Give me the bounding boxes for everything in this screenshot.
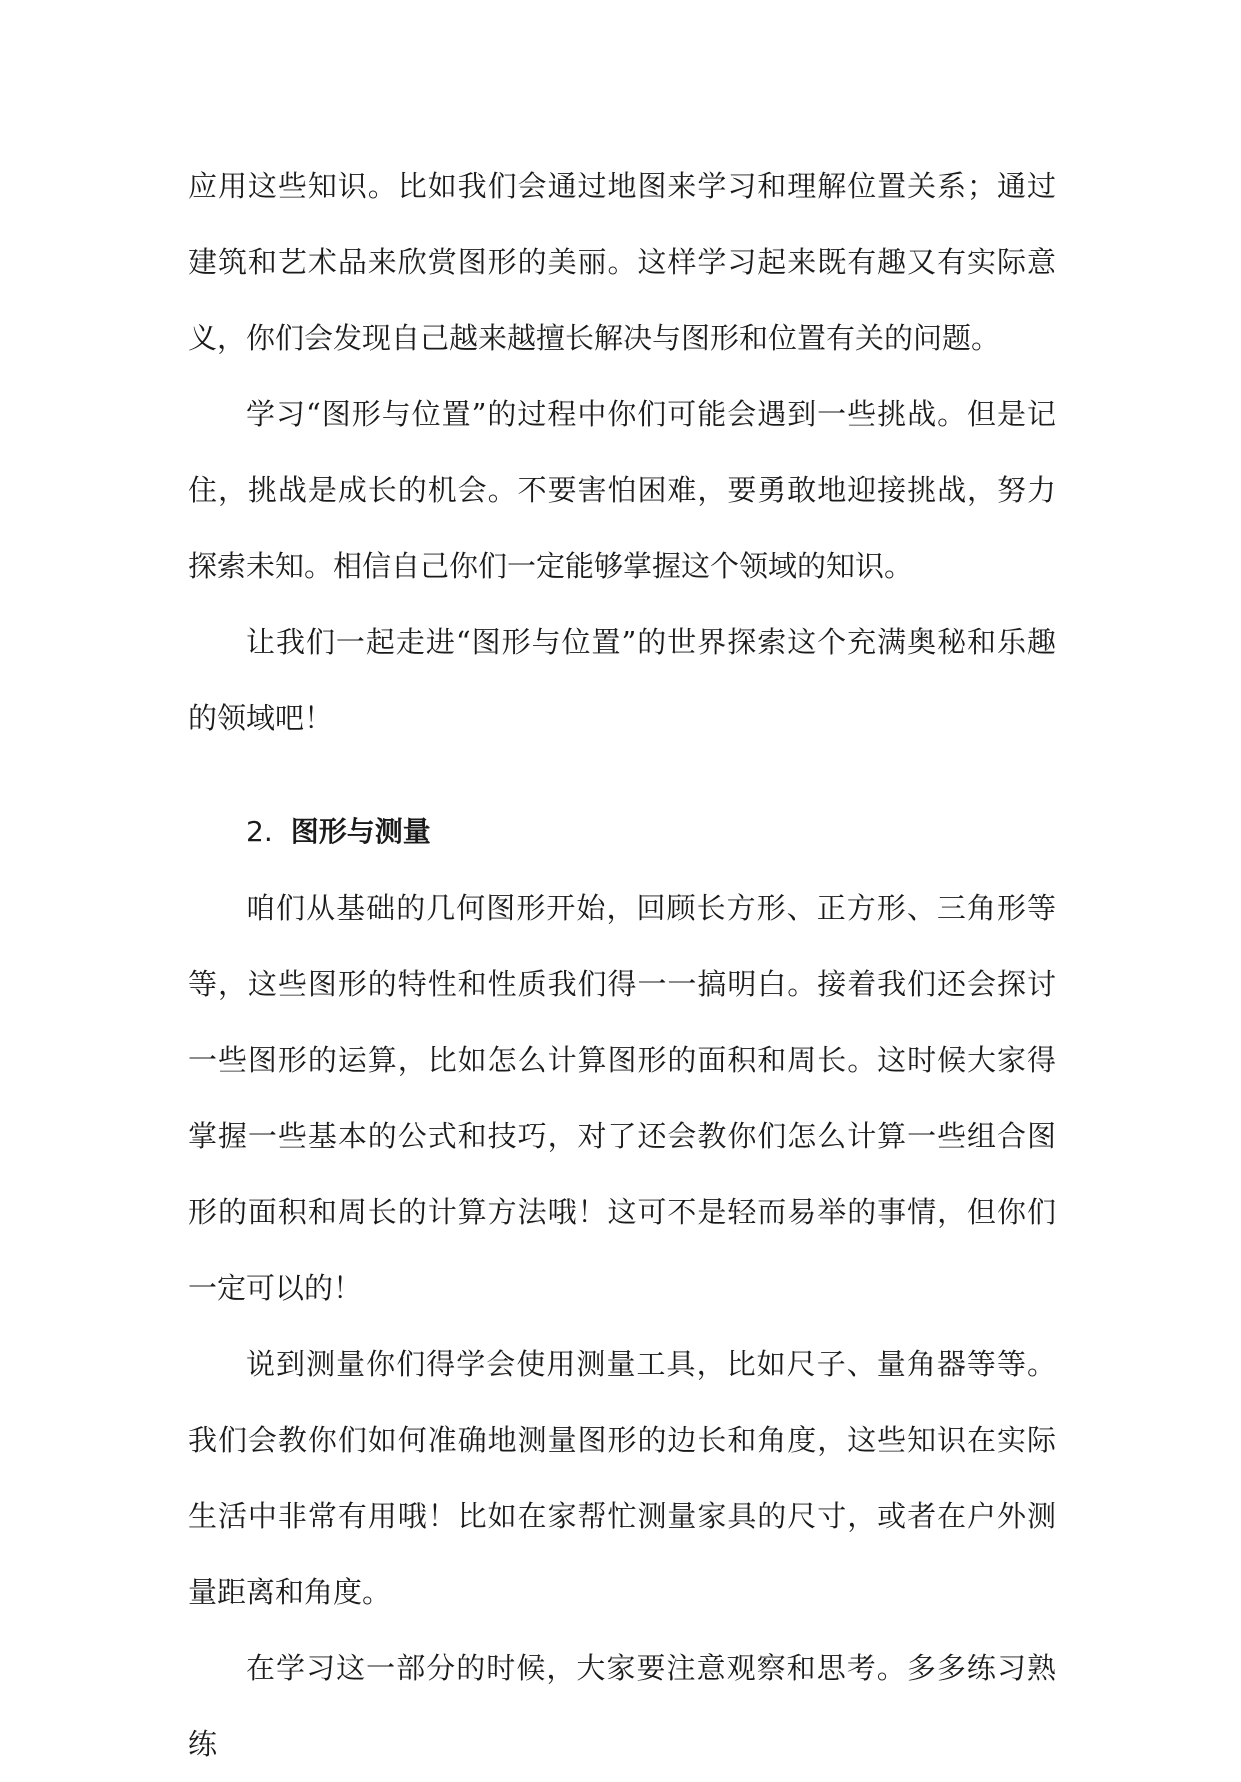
paragraph-invitation: 让我们一起走进“图形与位置”的世界探索这个充满奥秘和乐趣的领域吧！ — [188, 625, 1056, 735]
section-heading — [188, 794, 1056, 870]
document-body — [188, 148, 1056, 1782]
paragraph-basic-shapes: 咱们从基础的几何图形开始，回顾长方形、正方形、三角形等等，这些图形的特性和性质我们得一一搞明白。接着我们还会探讨一些图形的运算，比如怎么计算图形的面积和周长。这时候大家得掌握一些基本的公式和技巧，对了还会教你们怎么计算一些组合图形的面积和周长的计算方法哦！这可不是轻而易举的事情，但你们一定可以的！ — [188, 891, 1056, 1305]
paragraph-positions-application: 应用这些知识。比如我们会通过地图来学习和理解位置关系；通过建筑和艺术品来欣赏图形的美丽。这样学习起来既有趣又有实际意义，你们会发现自己越来越擅长解决与图形和位置有关的问题。 — [188, 169, 1056, 355]
section-number: 2. — [246, 815, 273, 848]
paragraph-observe-think: 在学习这一部分的时候，大家要注意观察和思考。多多练习熟练 — [188, 1651, 1056, 1761]
paragraph-measurement-tools: 说到测量你们得学会使用测量工具，比如尺子、量角器等等。我们会教你们如何准确地测量图形的边长和角度，这些知识在实际生活中非常有用哦！比如在家帮忙测量家具的尺寸，或者在户外测量距离和角度。 — [188, 1347, 1056, 1609]
paragraph-challenges: 学习“图形与位置”的过程中你们可能会遇到一些挑战。但是记住，挑战是成长的机会。不要害怕困难，要勇敢地迎接挑战，努力探索未知。相信自己你们一定能够掌握这个领域的知识。 — [188, 397, 1056, 583]
section-title: 图形与测量 — [290, 815, 431, 848]
